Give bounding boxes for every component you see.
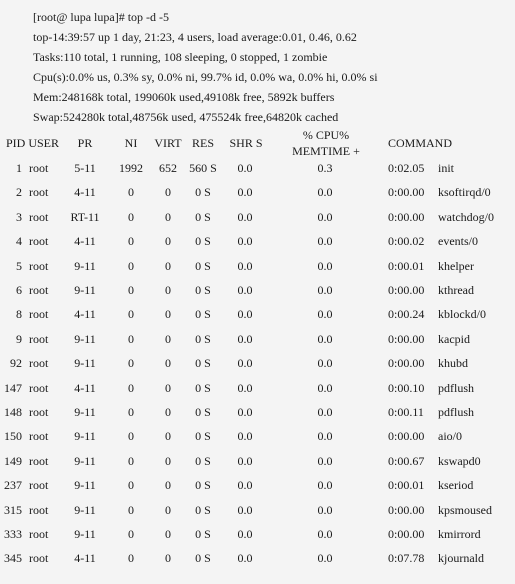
priority-cell: 4-11 <box>74 234 96 248</box>
time-cell: 0:00.00 <box>388 503 425 517</box>
shr-cell: 0.0 <box>237 478 253 492</box>
pid-cell: 2 <box>16 185 22 199</box>
column-virt: VIRT <box>154 136 182 150</box>
user-cell: root <box>29 161 49 175</box>
user-cell: root <box>29 527 49 541</box>
pid-cell: 4 <box>16 234 22 248</box>
virt-cell: 0 <box>165 454 171 468</box>
user-cell: root <box>29 405 49 419</box>
nice-cell: 0 <box>128 405 134 419</box>
user-cell: root <box>29 283 49 297</box>
shr-cell: 0.0 <box>237 429 253 443</box>
user-cell: root <box>29 307 49 321</box>
shr-cell: 0.0 <box>237 405 253 419</box>
priority-cell: 9-11 <box>74 405 96 419</box>
pid-cell: 1 <box>16 161 22 175</box>
command-cell: kblockd/0 <box>438 307 486 321</box>
res-cell: 0 S <box>195 234 211 248</box>
nice-cell: 0 <box>128 259 134 273</box>
nice-cell: 0 <box>128 234 134 248</box>
res-cell: 0 S <box>195 478 211 492</box>
virt-cell: 0 <box>165 307 171 321</box>
time-cell: 0:00.00 <box>388 283 425 297</box>
pid-cell: 147 <box>4 381 22 395</box>
res-cell: 0 S <box>195 332 211 346</box>
cpu-mem-cell: 0.0 <box>317 332 333 346</box>
priority-cell: 5-11 <box>74 161 96 175</box>
virt-cell: 0 <box>165 283 171 297</box>
virt-cell: 0 <box>165 429 171 443</box>
priority-cell: RT-11 <box>70 210 100 224</box>
nice-cell: 0 <box>128 503 134 517</box>
nice-cell: 0 <box>128 332 134 346</box>
user-cell: root <box>29 429 49 443</box>
shr-cell: 0.0 <box>237 234 253 248</box>
res-cell: 0 S <box>195 429 211 443</box>
command-cell: kjournald <box>438 551 484 565</box>
column-pid-user: PID USER <box>6 136 60 150</box>
virt-cell: 0 <box>165 356 171 370</box>
res-cell: 0 S <box>195 283 211 297</box>
shr-cell: 0.0 <box>237 283 253 297</box>
priority-cell: 9-11 <box>74 454 96 468</box>
virt-cell: 0 <box>165 551 171 565</box>
command-cell: kthread <box>438 283 474 297</box>
user-cell: root <box>29 478 49 492</box>
time-cell: 0:00.01 <box>388 478 425 492</box>
virt-cell: 0 <box>165 478 171 492</box>
shr-cell: 0.0 <box>237 332 253 346</box>
nice-cell: 0 <box>128 429 134 443</box>
cpu-mem-cell: 0.0 <box>317 283 333 297</box>
nice-cell: 0 <box>128 185 134 199</box>
cpu-mem-cell: 0.0 <box>317 503 333 517</box>
column-cpu-header: % CPU% <box>302 128 350 142</box>
shr-cell: 0.0 <box>237 503 253 517</box>
cpu-mem-cell: 0.0 <box>317 307 333 321</box>
cpu-mem-cell: 0.0 <box>317 234 333 248</box>
column-shr-s: SHR S <box>229 136 263 150</box>
shr-cell: 0.0 <box>237 161 253 175</box>
pid-cell: 333 <box>4 527 22 541</box>
command-cell: pdflush <box>438 405 474 419</box>
time-cell: 0:00.00 <box>388 356 425 370</box>
pid-cell: 315 <box>4 503 22 517</box>
tasks-line: Tasks:110 total, 1 running, 108 sleeping, 0 stopped, 1 zombie <box>33 50 328 64</box>
column-mem-time-header: MEMTIME + <box>292 144 360 158</box>
command-cell: watchdog/0 <box>438 210 494 224</box>
res-cell: 0 S <box>195 356 211 370</box>
time-cell: 0:00.00 <box>388 332 425 346</box>
time-cell: 0:00.00 <box>388 210 425 224</box>
time-cell: 0:00.10 <box>388 381 425 395</box>
cpu-mem-cell: 0.0 <box>317 429 333 443</box>
priority-cell: 4-11 <box>74 381 96 395</box>
shr-cell: 0.0 <box>237 259 253 273</box>
priority-cell: 9-11 <box>74 503 96 517</box>
res-cell: 0 S <box>195 210 211 224</box>
res-cell: 0 S <box>195 307 211 321</box>
virt-cell: 0 <box>165 210 171 224</box>
nice-cell: 0 <box>128 210 134 224</box>
command-cell: kacpid <box>438 332 470 346</box>
nice-cell: 0 <box>128 478 134 492</box>
pid-cell: 148 <box>4 405 22 419</box>
command-cell: kpsmoused <box>438 503 492 517</box>
time-cell: 0:00.00 <box>388 185 425 199</box>
priority-cell: 9-11 <box>74 429 96 443</box>
priority-cell: 9-11 <box>74 259 96 273</box>
command-cell: init <box>438 161 455 175</box>
column-res: RES <box>191 136 214 150</box>
command-cell: ksoftirqd/0 <box>438 185 491 199</box>
res-cell: 0 S <box>195 503 211 517</box>
command-cell: pdflush <box>438 381 474 395</box>
pid-cell: 3 <box>16 210 22 224</box>
nice-cell: 0 <box>128 381 134 395</box>
pid-cell: 149 <box>4 454 22 468</box>
priority-cell: 9-11 <box>74 478 96 492</box>
virt-cell: 0 <box>165 185 171 199</box>
pid-cell: 150 <box>4 429 22 443</box>
cpu-mem-cell: 0.0 <box>317 356 333 370</box>
time-cell: 0:02.05 <box>388 161 425 175</box>
command-cell: aio/0 <box>438 429 462 443</box>
shr-cell: 0.0 <box>237 551 253 565</box>
cpu-mem-cell: 0.0 <box>317 210 333 224</box>
command-cell: khelper <box>438 259 474 273</box>
priority-cell: 9-11 <box>74 527 96 541</box>
res-cell: 0 S <box>195 259 211 273</box>
cpu-mem-cell: 0.0 <box>317 478 333 492</box>
command-cell: kseriod <box>438 478 474 492</box>
priority-cell: 4-11 <box>74 307 96 321</box>
uptime-line: top-14:39:57 up 1 day, 21:23, 4 users, load average:0.01, 0.46, 0.62 <box>33 30 357 44</box>
cpu-mem-cell: 0.0 <box>317 405 333 419</box>
user-cell: root <box>29 234 49 248</box>
res-cell: 0 S <box>195 527 211 541</box>
priority-cell: 4-11 <box>74 551 96 565</box>
virt-cell: 0 <box>165 527 171 541</box>
priority-cell: 4-11 <box>74 185 96 199</box>
shr-cell: 0.0 <box>237 356 253 370</box>
cpu-mem-cell: 0.3 <box>317 161 333 175</box>
user-cell: root <box>29 454 49 468</box>
memory-line: Mem:248168k total, 199060k used,49108k free, 5892k buffers <box>33 90 335 104</box>
cpu-mem-cell: 0.0 <box>317 381 333 395</box>
time-cell: 0:00.01 <box>388 259 425 273</box>
virt-cell: 0 <box>165 381 171 395</box>
cpu-mem-cell: 0.0 <box>317 185 333 199</box>
res-cell: 0 S <box>195 185 211 199</box>
nice-cell: 1992 <box>119 161 143 175</box>
virt-cell: 652 <box>159 161 177 175</box>
user-cell: root <box>29 332 49 346</box>
command-cell: khubd <box>438 356 468 370</box>
cpu-line: Cpu(s):0.0% us, 0.3% sy, 0.0% ni, 99.7% id, 0.0% wa, 0.0% hi, 0.0% si <box>33 70 378 84</box>
shr-cell: 0.0 <box>237 307 253 321</box>
shr-cell: 0.0 <box>237 381 253 395</box>
time-cell: 0:00.02 <box>388 234 425 248</box>
virt-cell: 0 <box>165 332 171 346</box>
nice-cell: 0 <box>128 356 134 370</box>
nice-cell: 0 <box>128 283 134 297</box>
shr-cell: 0.0 <box>237 210 253 224</box>
time-cell: 0:00.67 <box>388 454 425 468</box>
time-cell: 0:00.00 <box>388 527 425 541</box>
cpu-mem-cell: 0.0 <box>317 527 333 541</box>
res-cell: 0 S <box>195 381 211 395</box>
virt-cell: 0 <box>165 259 171 273</box>
pid-cell: 5 <box>16 259 22 273</box>
cpu-mem-cell: 0.0 <box>317 454 333 468</box>
user-cell: root <box>29 356 49 370</box>
res-cell: 0 S <box>195 551 211 565</box>
user-cell: root <box>29 503 49 517</box>
cpu-mem-cell: 0.0 <box>317 551 333 565</box>
user-cell: root <box>29 185 49 199</box>
user-cell: root <box>29 210 49 224</box>
res-cell: 0 S <box>195 405 211 419</box>
nice-cell: 0 <box>128 307 134 321</box>
priority-cell: 9-11 <box>74 356 96 370</box>
nice-cell: 0 <box>128 527 134 541</box>
pid-cell: 237 <box>4 478 22 492</box>
command-cell: events/0 <box>438 234 478 248</box>
nice-cell: 0 <box>128 551 134 565</box>
res-cell: 560 S <box>189 161 217 175</box>
shr-cell: 0.0 <box>237 185 253 199</box>
user-cell: root <box>29 551 49 565</box>
res-cell: 0 S <box>195 454 211 468</box>
priority-cell: 9-11 <box>74 332 96 346</box>
user-cell: root <box>29 381 49 395</box>
user-cell: root <box>29 259 49 273</box>
shr-cell: 0.0 <box>237 527 253 541</box>
pid-cell: 8 <box>16 307 22 321</box>
time-cell: 0:07.78 <box>388 551 425 565</box>
command-cell: kmirrord <box>438 527 481 541</box>
time-cell: 0:00.11 <box>388 405 424 419</box>
pid-cell: 6 <box>16 283 22 297</box>
time-cell: 0:00.00 <box>388 429 425 443</box>
column-ni: NI <box>124 136 138 150</box>
pid-cell: 345 <box>4 551 22 565</box>
nice-cell: 0 <box>128 454 134 468</box>
virt-cell: 0 <box>165 234 171 248</box>
command-prompt-line: [root@ lupa lupa]# top -d -5 <box>33 10 170 24</box>
column-command: COMMAND <box>388 136 453 150</box>
virt-cell: 0 <box>165 503 171 517</box>
shr-cell: 0.0 <box>237 454 253 468</box>
time-cell: 0:00.24 <box>388 307 425 321</box>
command-cell: kswapd0 <box>438 454 481 468</box>
pid-cell: 9 <box>16 332 22 346</box>
priority-cell: 9-11 <box>74 283 96 297</box>
swap-line: Swap:524280k total,48756k used, 475524k free,64820k cached <box>33 110 339 124</box>
pid-cell: 92 <box>10 356 22 370</box>
cpu-mem-cell: 0.0 <box>317 259 333 273</box>
column-pr: PR <box>77 136 93 150</box>
virt-cell: 0 <box>165 405 171 419</box>
